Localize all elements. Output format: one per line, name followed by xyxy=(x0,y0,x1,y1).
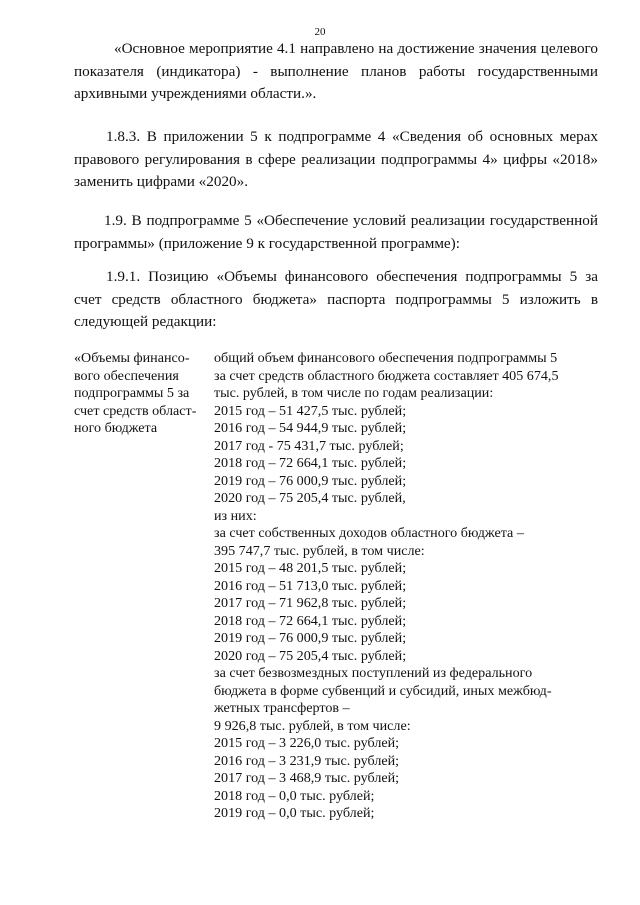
table-right-line: 2018 год – 72 664,1 тыс. рублей; xyxy=(214,455,407,471)
table-left-line: счет средств област- xyxy=(74,402,197,419)
table-right-line: 2015 год – 3 226,0 тыс. рублей; xyxy=(214,735,400,751)
paragraph-1-8-3: 1.8.3. В приложении 5 к подпрограмме 4 «Сведения об основных мерах правового регулирования в сфере реализации подпрограммы 4» цифры «2018» заменить цифрами «2020». xyxy=(74,128,598,190)
table-right-cell xyxy=(214,350,614,823)
table-right-line: 395 747,7 тыс. рублей, в том числе: xyxy=(214,542,425,559)
table-right-line: за счет средств областного бюджета составляет 405 674,5 xyxy=(214,367,559,384)
table-right-line: за счет безвозмездных поступлений из федерального xyxy=(214,665,533,681)
table-left-cell xyxy=(74,350,209,438)
table-left-line: ного бюджета xyxy=(74,420,158,436)
paragraph-1-9-1: 1.9.1. Позицию «Объемы финансового обеспечения подпрограммы 5 за счет средств областного бюджета» паспорта подпрограммы 5 изложить в следующей редакции: xyxy=(74,268,598,330)
table-right-line: 2019 год – 76 000,9 тыс. рублей; xyxy=(214,630,407,646)
table-right-line: 2015 год – 51 427,5 тыс. рублей; xyxy=(214,402,407,419)
paragraph-1-9: 1.9. В подпрограмме 5 «Обеспечение условий реализации государственной программы» (приложение 9 к государственной программе): xyxy=(74,212,598,252)
page-number: 20 xyxy=(314,26,326,38)
table-left-line: «Объемы финансо- xyxy=(74,350,190,366)
table-right-line: за счет собственных доходов областного бюджета – xyxy=(214,525,524,541)
table-right-line: из них: xyxy=(214,507,257,524)
table-right-line: 2018 год – 72 664,1 тыс. рублей; xyxy=(214,612,407,629)
table-right-line: 2019 год – 0,0 тыс. рублей; xyxy=(214,805,375,821)
table-left-line: подпрограммы 5 за xyxy=(74,385,190,401)
table-right-line: 2019 год – 76 000,9 тыс. рублей; xyxy=(214,472,407,489)
table-left-line: вого обеспечения xyxy=(74,367,179,384)
table-right-line: 2018 год – 0,0 тыс. рублей; xyxy=(214,787,375,804)
table-right-line: 2020 год – 75 205,4 тыс. рублей; xyxy=(214,647,407,664)
table-right-line: 2015 год – 48 201,5 тыс. рублей; xyxy=(214,560,407,576)
table-right-line: 2016 год – 54 944,9 тыс. рублей; xyxy=(214,420,407,436)
table-right-line: 2017 год - 75 431,7 тыс. рублей; xyxy=(214,437,404,454)
table-right-line: 2016 год – 3 231,9 тыс. рублей; xyxy=(214,752,400,769)
paragraph-main-activity: «Основное мероприятие 4.1 направлено на достижение значения целевого показателя (индикатора) - выполнение планов работы государственными архивными учреждениями области.». xyxy=(74,40,598,102)
table-right-line: жетных трансфертов – xyxy=(214,700,350,716)
table-right-line: 2017 год – 3 468,9 тыс. рублей; xyxy=(214,770,400,786)
table-right-line: бюджета в форме субвенций и субсидий, иных межбюд- xyxy=(214,682,552,699)
table-right-line: 9 926,8 тыс. рублей, в том числе: xyxy=(214,717,411,734)
table-right-line: общий объем финансового обеспечения подпрограммы 5 xyxy=(214,350,558,366)
table-right-line: 2020 год – 75 205,4 тыс. рублей, xyxy=(214,490,406,506)
table-right-line: 2017 год – 71 962,8 тыс. рублей; xyxy=(214,595,407,611)
table-right-line: 2016 год – 51 713,0 тыс. рублей; xyxy=(214,577,407,594)
table-right-line: тыс. рублей, в том числе по годам реализации: xyxy=(214,385,494,401)
